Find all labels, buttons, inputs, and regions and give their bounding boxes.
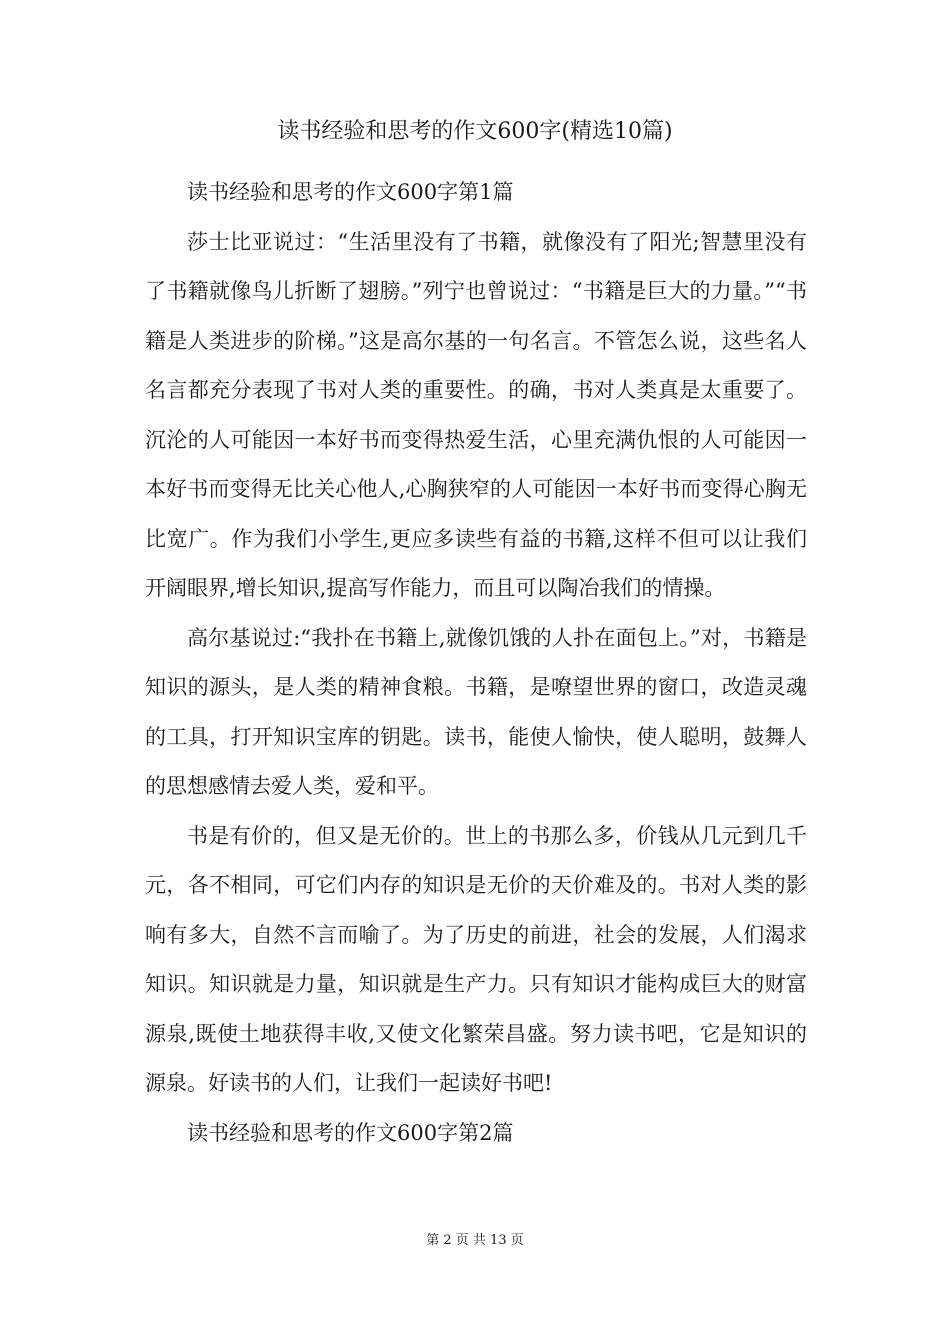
section-heading-2: 读书经验和思考的作文600字第2篇 xyxy=(187,1120,514,1145)
page-footer: 第 2 页 共 13 页 xyxy=(426,1233,524,1248)
paragraph-3: 书是有价的，但又是无价的。世上的书那么多，价钱从几元到几千元，各不相同，可它们内存的知识是无价的天价难及的。书对人类的影响有多大，自然不言而喻了。为了历史的前进，社会的发展，人们渴求知识。知识就是力量，知识就是生产力。只有知识才能构成巨大的财富源泉,既使土地获得丰收,又使文化繁荣昌盛。努力读书吧，它是知识的源泉。好读书的人们，让我们一起读好书吧! xyxy=(145,823,807,1095)
paragraph-2: 高尔基说过:“我扑在书籍上,就像饥饿的人扑在面包上。”对，书籍是知识的源头，是人类的精神食粮。书籍，是嘹望世界的窗口，改造灵魂的工具，打开知识宝库的钥匙。读书，能使人愉快，使人聪明，鼓舞人的思想感情去爱人类，爱和平。 xyxy=(145,625,807,798)
paragraph-1: 莎士比亚说过：“生活里没有了书籍，就像没有了阳光;智慧里没有了书籍就像鸟儿折断了翅膀。”列宁也曾说过：“书籍是巨大的力量。”“书籍是人类进步的阶梯。”这是高尔基的一句名言。不管怎么说，这些名人名言都充分表现了书对人类的重要性。的确，书对人类真是太重要了。沉沦的人可能因一本好书而变得热爱生活，心里充满仇恨的人可能因一本好书而变得无比关心他人,心胸狭窄的人可能因一本好书而变得心胸无比宽广。作为我们小学生,更应多读些有益的书籍,这样不但可以让我们开阔眼界,增长知识,提高写作能力，而且可以陶冶我们的情操。 xyxy=(145,229,807,600)
document-body xyxy=(145,168,807,1158)
section-heading-1: 读书经验和思考的作文600字第1篇 xyxy=(187,180,514,204)
document-title: 读书经验和思考的作文600字(精选10篇) xyxy=(277,119,673,144)
